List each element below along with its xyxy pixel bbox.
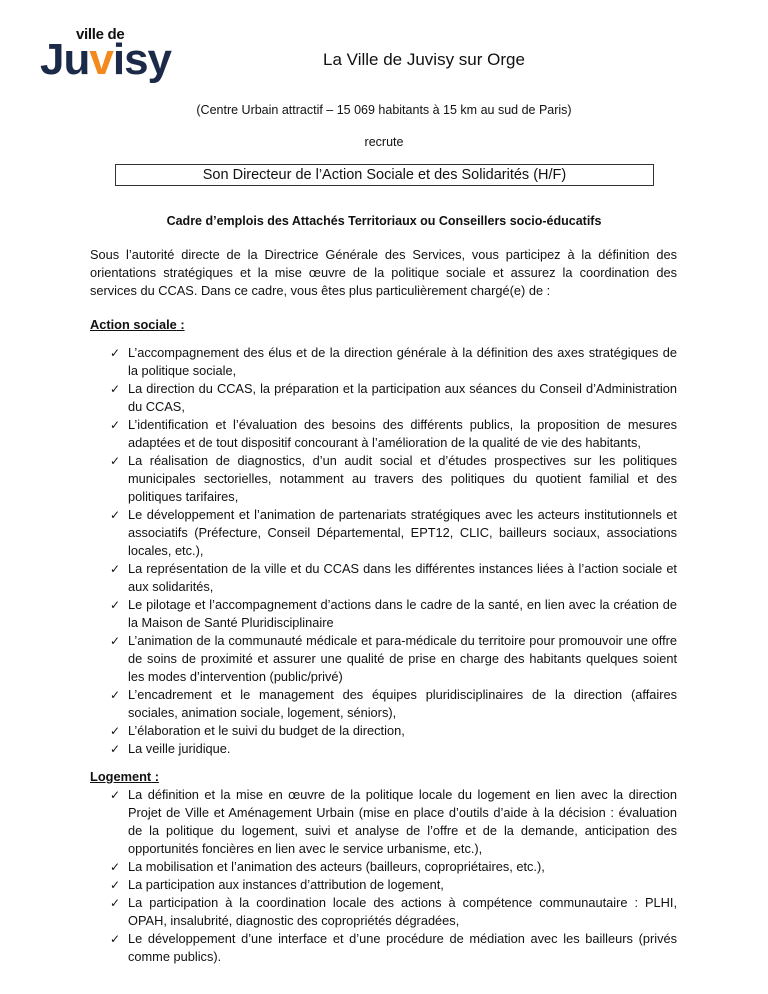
list-item: [90, 858, 677, 876]
list-item: [90, 380, 677, 416]
section-title: Action sociale :: [90, 317, 185, 332]
checkmark-icon: ✓: [110, 508, 121, 522]
list-item-text: La participation à la coordination locale des actions à compétence communautaire : PLHI, OPAH, insalubrité, diagnostic des copropriétés dégradées,: [128, 895, 677, 928]
checkmark-icon: ✓: [110, 562, 121, 576]
logo-small-text: ville de: [76, 26, 125, 43]
list-item: [90, 876, 677, 894]
sections-container: [90, 316, 677, 966]
list-item-text: L’animation de la communauté médicale et para-médicale du territoire pour promouvoir une offre de soins de proximité et assurer une qualité de prise en charge des habitants quelques soient les modes d’intervention (public/privé): [128, 633, 677, 684]
page-title: La Ville de Juvisy sur Orge: [323, 50, 525, 69]
section-title: Logement :: [90, 769, 159, 784]
list-item: [90, 560, 677, 596]
checklist: [90, 344, 677, 758]
list-item-text: L’accompagnement des élus et de la direction générale à la définition des axes stratégiques de la politique sociale,: [128, 345, 677, 378]
list-item: [90, 506, 677, 560]
checkmark-icon: ✓: [110, 346, 121, 360]
job-title-box: Son Directeur de l’Action Sociale et des Solidarités (H/F): [115, 164, 654, 186]
list-item-text: Le pilotage et l’accompagnement d’actions dans le cadre de la santé, en lien avec la création de la Maison de Santé Pluridisciplinaire: [128, 597, 677, 630]
list-item-text: La définition et la mise en œuvre de la politique locale du logement en lien avec la direction Projet de Ville et Aménagement Urbain (mise en place d’outils d’aide à la décision : évaluation de la politique du logement, suivi et analyse de l’offre et de la demande, anticipation des opportunités foncières en lien avec le service urbanisme, etc.),: [128, 787, 677, 856]
list-item: [90, 740, 677, 758]
list-item: [90, 786, 677, 858]
checkmark-icon: ✓: [110, 878, 121, 892]
intro-paragraph: Sous l’autorité directe de la Directrice Générale des Services, vous participez à la définition des orientations stratégiques et la mise œuvre de la politique sociale et assurez la coordination des services du CCAS. Dans ce cadre, vous êtes plus particulièrement chargé(e) de :: [90, 247, 677, 298]
checkmark-icon: ✓: [110, 724, 121, 738]
checkmark-icon: ✓: [110, 454, 121, 468]
list-item-text: L’identification et l’évaluation des besoins des différents publics, la proposition de mesures adaptées et de tout dispositif concourant à l’amélioration de la qualité de vie des habitants,: [128, 417, 677, 450]
list-item-text: La veille juridique.: [128, 741, 231, 756]
checkmark-icon: ✓: [110, 896, 121, 910]
checkmark-icon: ✓: [110, 382, 121, 396]
list-item: [90, 452, 677, 506]
main-content: [90, 246, 677, 966]
recrute-text: recrute: [364, 135, 404, 149]
checkmark-icon: ✓: [110, 688, 121, 702]
cadre-emplois: Cadre d’emplois des Attachés Territoriaux ou Conseillers socio-éducatifs: [166, 214, 602, 228]
list-item: [90, 596, 677, 632]
list-item-text: Le développement d’une interface et d’une procédure de médiation avec les bailleurs (privés comme publics).: [128, 931, 677, 964]
checkmark-icon: ✓: [110, 788, 121, 802]
list-item: [90, 686, 677, 722]
list-item: [90, 894, 677, 930]
checkmark-icon: ✓: [110, 634, 121, 648]
list-item-text: L’encadrement et le management des équipes pluridisciplinaires de la direction (affaires sociales, animation sociale, logement, séniors),: [128, 687, 677, 720]
list-item-text: La participation aux instances d’attribution de logement,: [128, 877, 444, 892]
list-item: [90, 930, 677, 966]
checkmark-icon: ✓: [110, 418, 121, 432]
checklist: [90, 786, 677, 966]
list-item-text: La représentation de la ville et du CCAS dans les différentes instances liées à l’action sociale et aux solidarités,: [128, 561, 677, 594]
checkmark-icon: ✓: [110, 932, 121, 946]
checkmark-icon: ✓: [110, 742, 121, 756]
list-item-text: La mobilisation et l’animation des acteurs (bailleurs, copropriétaires, etc.),: [128, 859, 545, 874]
checkmark-icon: ✓: [110, 598, 121, 612]
list-item: [90, 722, 677, 740]
list-item: [90, 416, 677, 452]
city-subtitle: (Centre Urbain attractif – 15 069 habitants à 15 km au sud de Paris): [196, 103, 572, 117]
checkmark-icon: ✓: [110, 860, 121, 874]
list-item-text: L’élaboration et le suivi du budget de la direction,: [128, 723, 405, 738]
logo-brand: Juvisy: [40, 35, 172, 84]
list-item-text: Le développement et l’animation de partenariats stratégiques avec les acteurs institutionnels et associatifs (Préfecture, Conseil Départemental, EPT12, CLIC, bailleurs sociaux, associations locales, etc.),: [128, 507, 677, 558]
list-item: [90, 632, 677, 686]
list-item-text: La réalisation de diagnostics, d’un audit social et d’études prospectives sur les politiques municipales sectorielles, notamment au travers des politiques du quotient familial et des politiques tarifaires,: [128, 453, 677, 504]
list-item-text: La direction du CCAS, la préparation et la participation aux séances du Conseil d’Administration du CCAS,: [128, 381, 677, 414]
list-item: [90, 344, 677, 380]
